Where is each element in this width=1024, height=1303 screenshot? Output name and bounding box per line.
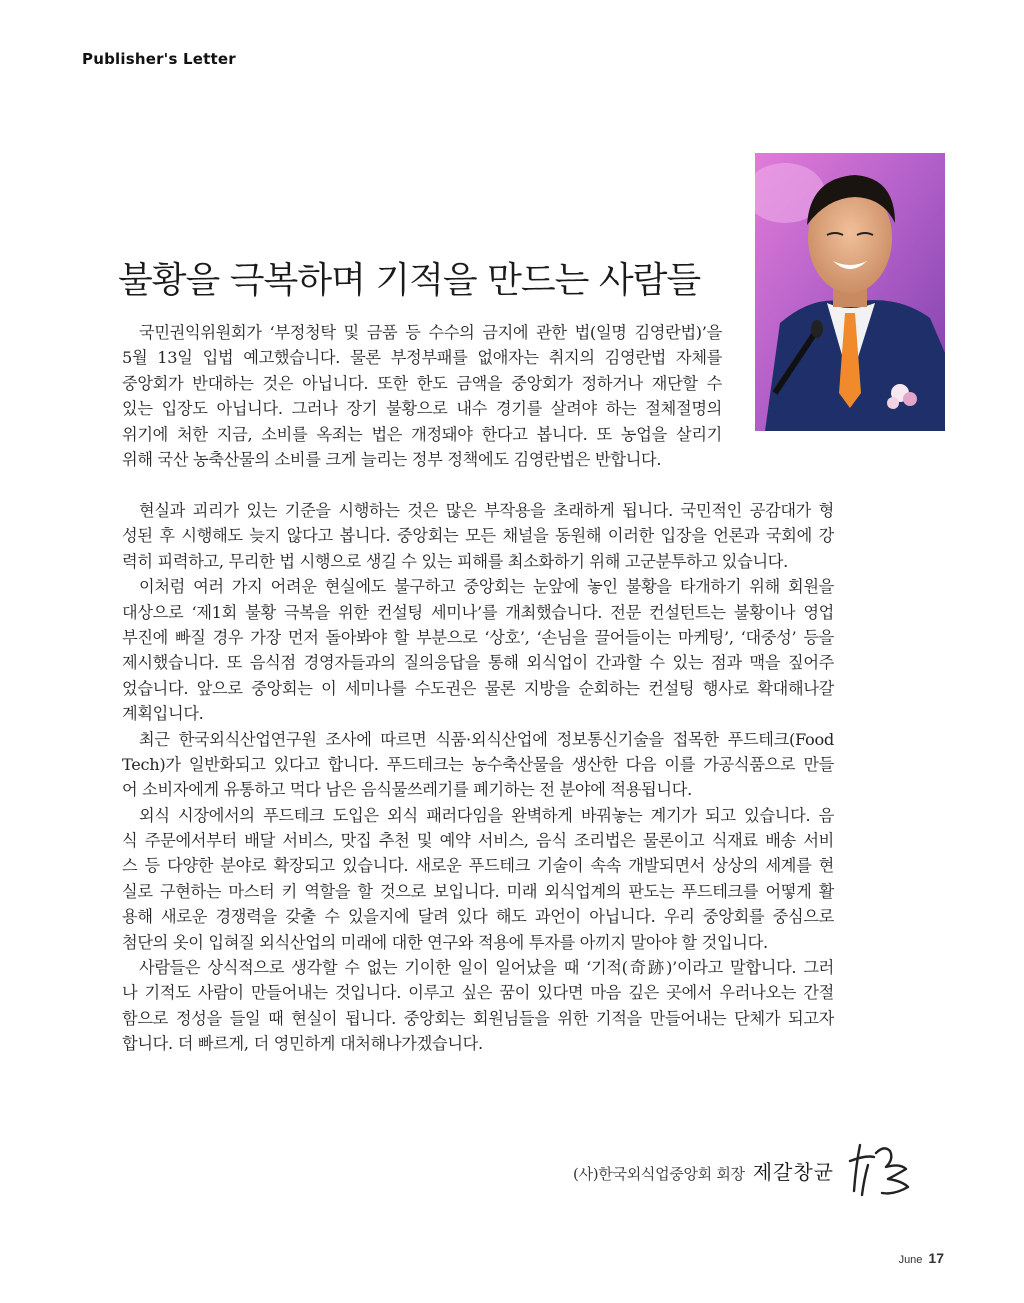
body-line: 사람들은 상식적으로 생각할 수 없는 기이한 일이 일어났을 때 ‘기적(奇跡)’이라고 말합니다. 그러: [139, 958, 834, 978]
signature-name: 제갈창균: [752, 1160, 834, 1184]
body-line: 중앙회가 반대하는 것은 아닙니다. 또한 한도 금액을 중앙회가 정하거나 재단할 수: [122, 373, 722, 393]
body-line: 합니다. 더 빠르게, 더 영민하게 대처해나가겠습니다.: [122, 1034, 483, 1054]
page-footer: [899, 1250, 944, 1266]
body-line: Tech)가 일반화되고 있다고 합니다. 푸드테크는 농수축산물을 생산한 다음 이를 가공식품으로 만들: [122, 754, 834, 774]
body-line: 력히 피력하고, 무리한 법 시행으로 생길 수 있는 피해를 최소화하기 위해 고군분투하고 있습니다.: [122, 551, 788, 571]
body-line: 나 기적도 사람이 만들어내는 것입니다. 이루고 싶은 꿈이 있다면 마음 깊은 곳에서 우러나오는 간절: [122, 983, 834, 1003]
body-line: 실로 구현하는 마스터 키 역할을 할 것으로 보입니다. 미래 외식업계의 판도는 푸드테크를 어떻게 활: [122, 881, 834, 901]
section-label: Publisher's Letter: [82, 50, 236, 68]
body-line: 최근 한국외식산업연구원 조사에 따르면 식품·외식산업에 정보통신기술을 접목한 푸드테크(Food: [139, 729, 834, 749]
portrait-illustration: [755, 153, 945, 431]
signature-organization: (사)한국외식업중앙회 회장: [573, 1165, 745, 1183]
body-line: 외식 시장에서의 푸드테크 도입은 외식 패러다임을 완벽하게 바꿔놓는 계기가 되고 있습니다. 음: [139, 805, 834, 825]
body-line: 첨단의 옷이 입혀질 외식산업의 미래에 대한 연구와 적용에 투자를 아끼지 말아야 할 것입니다.: [122, 932, 768, 952]
body-line: 부진에 빠질 경우 가장 먼저 돌아봐야 할 부분으로 ‘상호’, ‘손님을 끌어들이는 마케팅’, ‘대중성’ 등을: [122, 627, 834, 647]
portrait-photo: [755, 153, 945, 431]
body-line: 위해 국산 농축산물의 소비를 크게 늘리는 정부 정책에도 김영란법은 반합니다.: [122, 449, 662, 469]
body-line: 현실과 괴리가 있는 기준을 시행하는 것은 많은 부작용을 초래하게 됩니다. 국민적인 공감대가 형: [139, 501, 834, 520]
page-number: 17: [928, 1250, 944, 1266]
body-line: 대상으로 ‘제1회 불황 극복을 위한 컨설팅 세미나’를 개최했습니다. 전문 컨설턴트는 불황이나 영업: [122, 602, 834, 622]
body-line: 식 주문에서부터 배달 서비스, 맛집 추천 및 예약 서비스, 음식 조리법은 물론이고 식재료 배송 서비: [122, 831, 834, 851]
handwritten-signature-icon: [846, 1135, 916, 1203]
body-line: 5월 13일 입법 예고했습니다. 물론 부정부패를 없애자는 취지의 김영란법 자체를: [122, 348, 722, 368]
body-line: 었습니다. 앞으로 중앙회는 이 세미나를 수도권은 물론 지방을 순회하는 컨설팅 행사로 확대해나갈: [122, 678, 834, 698]
body-line: 스 등 다양한 분야로 확장되고 있습니다. 새로운 푸드테크 기술이 속속 개발되면서 상상의 세계를 현: [122, 856, 834, 876]
body-line: 있는 입장도 아닙니다. 그러나 장기 불황으로 내수 경기를 살려야 하는 절체절명의: [122, 399, 722, 419]
body-line: 용해 새로운 경쟁력을 갖출 수 있을지에 달려 있다 해도 과언이 아닙니다. 우리 중앙회를 중심으로: [122, 907, 834, 927]
body-line: 이처럼 여러 가지 어려운 현실에도 불구하고 중앙회는 눈앞에 놓인 불황을 타개하기 위해 회원을: [139, 577, 834, 597]
body-line: 성된 후 시행해도 늦지 않다고 봅니다. 중앙회는 모든 채널을 동원해 이러한 입장을 언론과 국회에 강: [122, 526, 834, 546]
article-body-main: [122, 498, 834, 1057]
signature-block: [573, 1156, 834, 1185]
body-line: 계획입니다.: [122, 704, 204, 724]
article-body-intro: [122, 320, 722, 472]
body-line: 함으로 정성을 들일 때 현실이 됩니다. 중앙회는 회원님들을 위한 기적을 만들어내는 단체가 되고자: [122, 1008, 834, 1028]
footer-month: June: [898, 1254, 923, 1266]
body-line: 어 소비자에게 유통하고 먹다 남은 음식물쓰레기를 폐기하는 전 분야에 적용됩니다.: [122, 780, 692, 800]
article-title: 불황을 극복하며 기적을 만드는 사람들: [118, 260, 701, 301]
body-line: 제시했습니다. 또 음식점 경영자들과의 질의응답을 통해 외식업이 간과할 수 있는 점과 맥을 짚어주: [122, 653, 834, 673]
body-line: 국민권익위원회가 ‘부정청탁 및 금품 등 수수의 금지에 관한 법(일명 김영란법)’을: [139, 323, 722, 342]
body-line: 위기에 처한 지금, 소비를 옥죄는 법은 개정돼야 한다고 봅니다. 또 농업을 살리기: [122, 424, 722, 444]
